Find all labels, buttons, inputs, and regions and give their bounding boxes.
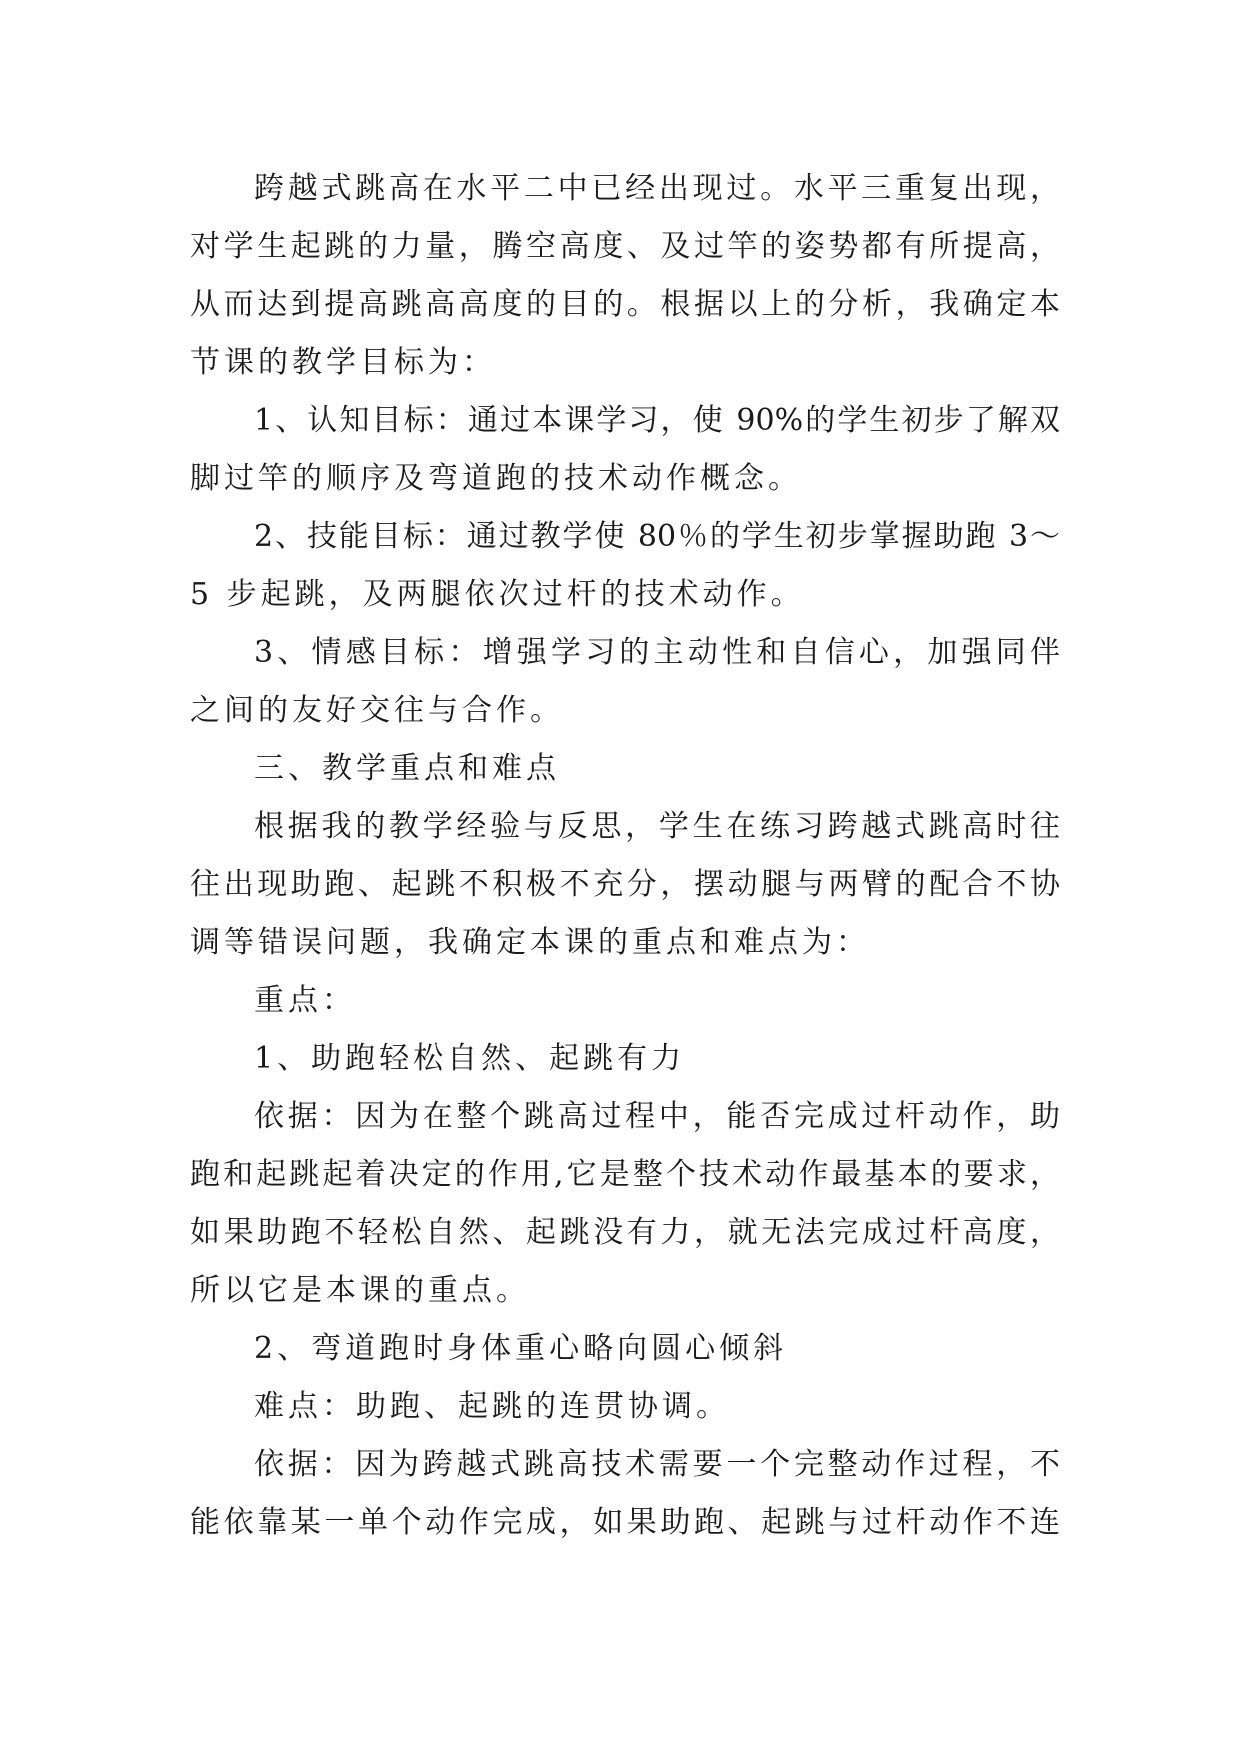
text-line: 难点：助跑、起跳的连贯协调。 [254, 1389, 730, 1424]
text-line: 根据我的教学经验与反思，学生在练习跨越式跳高时往 [254, 809, 1060, 844]
text-line: 2、技能目标：通过教学使 80％的学生初步掌握助跑 3～ [254, 519, 1060, 554]
text-line: 5 步起跳，及两腿依次过杆的技术动作。 [190, 577, 805, 612]
text-line: 跨越式跳高在水平二中已经出现过。水平三重复出现， [254, 171, 1060, 206]
text-line: 跑和起跳起着决定的作用,它是整个技术动作最基本的要求， [190, 1157, 1060, 1192]
text-line: 依据：因为在整个跳高过程中，能否完成过杆动作，助 [254, 1099, 1060, 1134]
text-line: 如果助跑不轻松自然、起跳没有力，就无法完成过杆高度， [190, 1215, 1060, 1250]
text-line: 对学生起跳的力量，腾空高度、及过竿的姿势都有所提高， [190, 229, 1060, 264]
text-line: 往出现助跑、起跳不积极不充分，摆动腿与两臂的配合不协 [190, 867, 1060, 902]
text-line: 能依靠某一单个动作完成，如果助跑、起跳与过杆动作不连 [190, 1505, 1060, 1540]
text-line: 重点： [254, 983, 356, 1018]
document-body [190, 160, 1060, 1552]
text-line: 2、弯道跑时身体重心略向圆心倾斜 [254, 1331, 788, 1366]
text-line: 从而达到提高跳高高度的目的。根据以上的分析，我确定本 [190, 287, 1060, 322]
text-line: 节课的教学目标为： [190, 345, 496, 380]
text-line: 三、教学重点和难点 [254, 751, 560, 786]
text-line: 依据：因为跨越式跳高技术需要一个完整动作过程，不 [254, 1447, 1060, 1482]
text-line: 之间的友好交往与合作。 [190, 693, 564, 728]
text-line: 3、情感目标：增强学习的主动性和自信心，加强同伴 [254, 635, 1060, 670]
text-line: 脚过竿的顺序及弯道跑的技术动作概念。 [190, 461, 802, 496]
text-line: 1、认知目标：通过本课学习，使 90%的学生初步了解双 [254, 403, 1060, 438]
text-line: 调等错误问题，我确定本课的重点和难点为： [190, 925, 870, 960]
text-line: 1、助跑轻松自然、起跳有力 [254, 1041, 686, 1076]
text-line: 所以它是本课的重点。 [190, 1273, 530, 1308]
